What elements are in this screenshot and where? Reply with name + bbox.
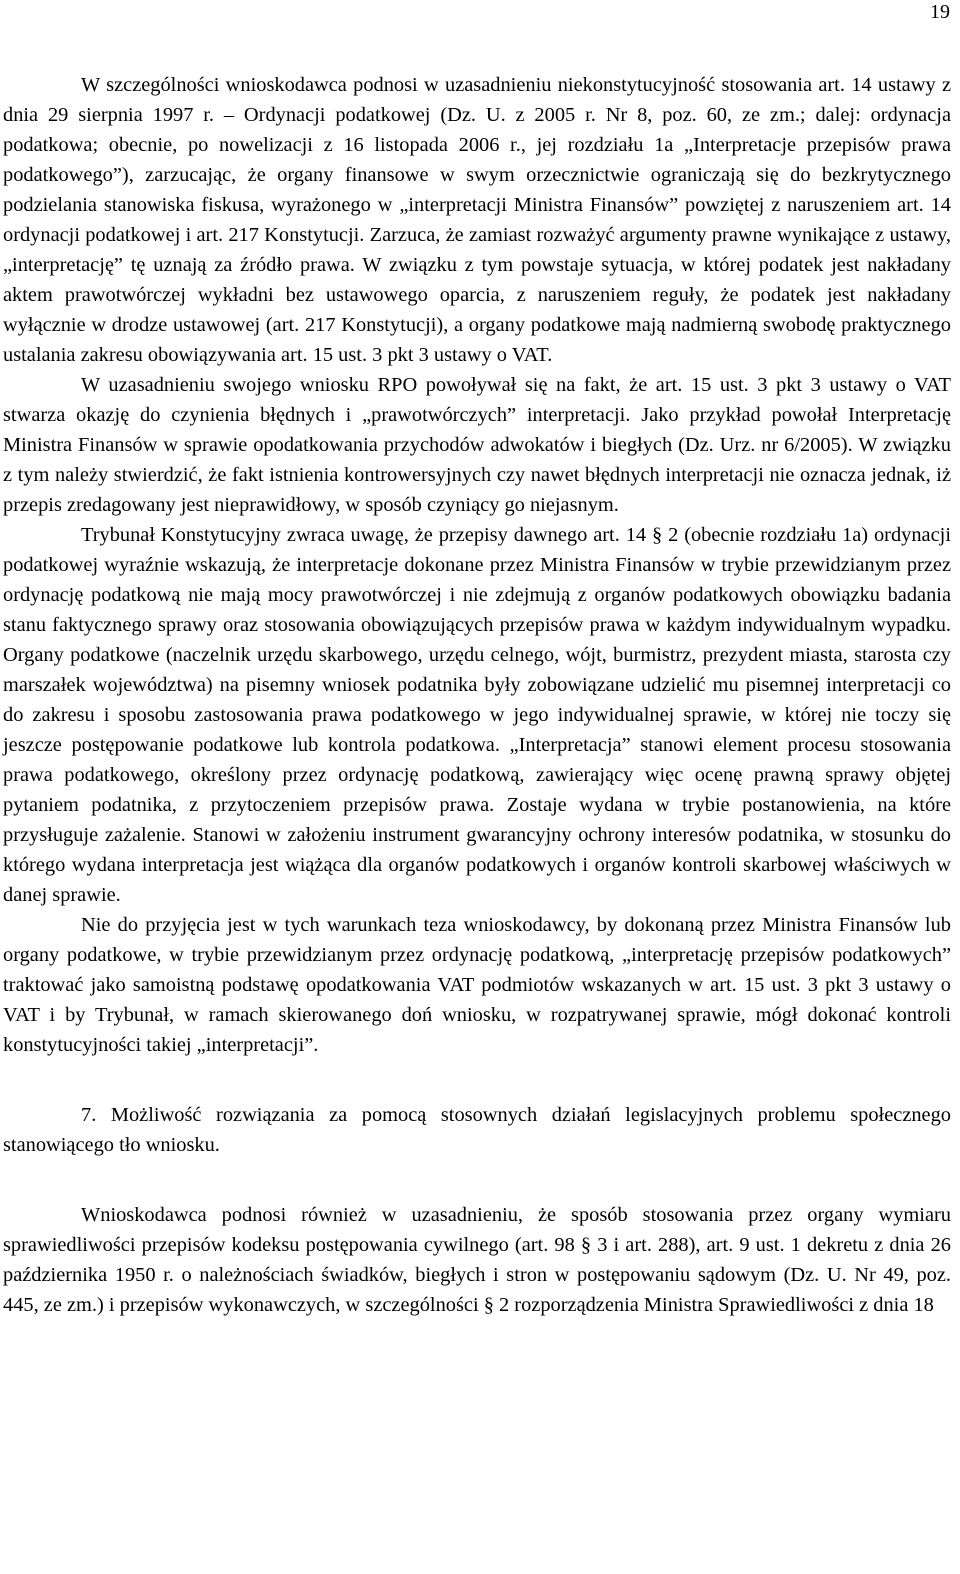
paragraph-5: Wnioskodawca podnosi również w uzasadnieniu, że sposób stosowania przez organy wymiaru sprawiedliwości przepisów kodeksu postępowania cywilnego (art. 98 § 3 i art. 288), art. 9 ust. 1 dekretu z dnia 26 października 1950 r. o należnościach świadków, biegłych i stron w postępowaniu sądowym (Dz. U. Nr 49, poz. 445, ze zm.) i przepisów wykonawczych, w szczególności § 2 rozporządzenia Ministra Sprawiedliwości z dnia 18 <box>3 1204 951 1316</box>
paragraph-2: W uzasadnieniu swojego wniosku RPO powoływał się na fakt, że art. 15 ust. 3 pkt 3 ustawy o VAT stwarza okazję do czynienia błędnych i „prawotwórczych” interpretacji. Jako przykład powołał Interpretację Ministra Finansów w sprawie opodatkowania przychodów adwokatów i biegłych (Dz. Urz. nr 6/2005). W związku z tym należy stwierdzić, że fakt istnienia kontrowersyjnych czy nawet błędnych interpretacji nie oznacza jednak, iż przepis zredagowany jest nieprawidłowy, w sposób czyniący go niejasnym. <box>3 374 951 516</box>
section-heading: 7. Możliwość rozwiązania za pomocą stosownych działań legislacyjnych problemu społecznego stanowiącego tło wniosku. <box>3 1104 951 1156</box>
paragraph-3: Trybunał Konstytucyjny zwraca uwagę, że przepisy dawnego art. 14 § 2 (obecnie rozdziału 1a) ordynacji podatkowej wyraźnie wskazują, że interpretacje dokonane przez Ministra Finansów w trybie przewidzianym przez ordynację podatkową nie mają mocy prawotwórczej i nie zdejmują z organów podatkowych obowiązku badania stanu faktycznego sprawy oraz stosowania obowiązujących przepisów prawa w każdym indywidualnym wypadku. Organy podatkowe (naczelnik urzędu skarbowego, urzędu celnego, wójt, burmistrz, prezydent miasta, starosta czy marszałek województwa) na pisemny wniosek podatnika były zobowiązane udzielić mu pisemnej interpretacji co do zakresu i sposobu zastosowania prawa podatkowego w jego indywidualnej sprawie, w której nie toczy się jeszcze postępowanie podatkowe lub kontrola podatkowa. „Interpretacja” stanowi element procesu stosowania prawa podatkowego, określony przez ordynację podatkową, zawierający więc ocenę prawną sprawy objętej pytaniem podatnika, z przytoczeniem przepisów prawa. Zostaje wydana w trybie postanowienia, na które przysługuje zażalenie. Stanowi w założeniu instrument gwarancyjny ochrony interesów podatnika, w stosunku do którego wydana interpretacja jest wiążąca dla organów podatkowych i organów kontroli skarbowej właściwych w danej sprawie. <box>3 524 951 906</box>
document-body <box>3 70 951 1320</box>
paragraph-1: W szczególności wnioskodawca podnosi w uzasadnieniu niekonstytucyjność stosowania art. 14 ustawy z dnia 29 sierpnia 1997 r. – Ordynacji podatkowej (Dz. U. z 2005 r. Nr 8, poz. 60, ze zm.; dalej: ordynacja podatkowa; obecnie, po nowelizacji z 16 listopada 2006 r., jej rozdziału 1a „Interpretacje przepisów prawa podatkowego”), zarzucając, że organy finansowe w swym orzecznictwie ograniczają się do bezkrytycznego podzielania stanowiska fiskusa, wyrażonego w „interpretacji Ministra Finansów” powziętej z naruszeniem art. 14 ordynacji podatkowej i art. 217 Konstytucji. Zarzuca, że zamiast rozważyć argumenty prawne wynikające z ustawy, „interpretację” tę uznają za źródło prawa. W związku z tym powstaje sytuacja, w której podatek jest nakładany aktem prawotwórczej wykładni bez ustawowego oparcia, z naruszeniem reguły, że podatek jest nakładany wyłącznie w drodze ustawowej (art. 217 Konstytucji), a organy podatkowe mają nadmierną swobodę praktycznego ustalania zakresu obowiązywania art. 15 ust. 3 pkt 3 ustawy o VAT. <box>3 74 951 366</box>
page-number: 19 <box>930 1 950 23</box>
paragraph-4: Nie do przyjęcia jest w tych warunkach teza wnioskodawcy, by dokonaną przez Ministra Finansów lub organy podatkowe, w trybie przewidzianym przez ordynację podatkową, „interpretację przepisów podatkowych” traktować jako samoistną podstawę opodatkowania VAT podmiotów wskazanych w art. 15 ust. 3 pkt 3 ustawy o VAT i by Trybunał, w ramach skierowanego doń wniosku, w rozpatrywanej sprawie, mógł dokonać kontroli konstytucyjności takiej „interpretacji”. <box>3 914 951 1056</box>
